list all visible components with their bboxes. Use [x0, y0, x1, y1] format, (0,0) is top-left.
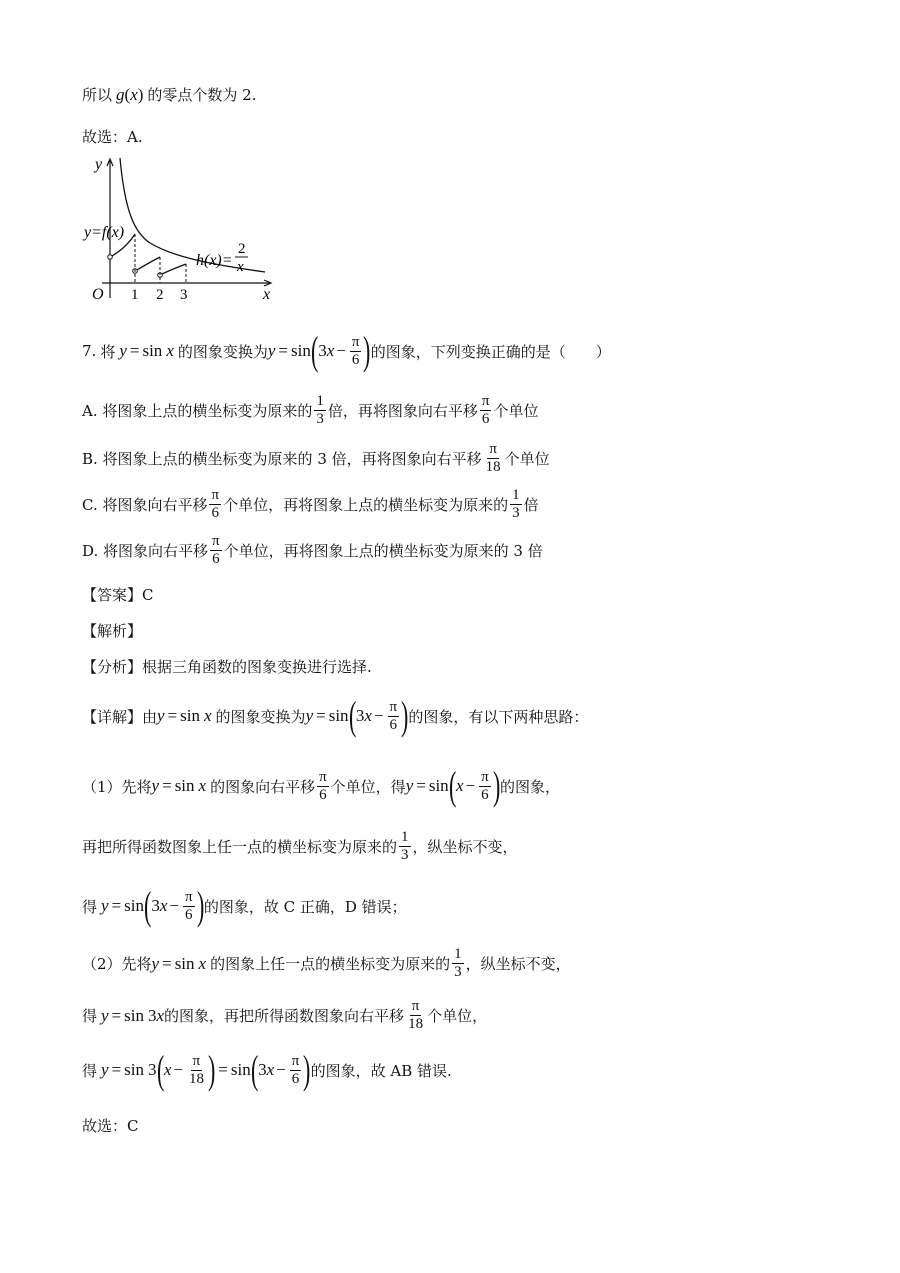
f-piece-3: [160, 264, 186, 275]
text: 故选：A.: [82, 128, 143, 146]
analysis-summary: 【分析】根据三角函数的图象变换进行选择.: [82, 658, 372, 676]
fn-arg: x: [130, 84, 138, 104]
tick-2: 2: [156, 287, 164, 303]
origin-label: O: [92, 286, 104, 303]
step-1-b: 再把所得函数图象上任一点的横坐标变为原来的 $\frac{1}{3}$ ，纵坐标不变，: [82, 829, 518, 863]
f-label: y=f(x): [84, 224, 125, 241]
text: 所以: [82, 86, 113, 104]
text: 的零点个数为 2.: [147, 86, 257, 104]
h-label: h(x)=: [196, 252, 233, 269]
h-num: 2: [238, 241, 246, 257]
f-piece-2: [135, 257, 160, 271]
step-2-c: 得 y = sin 3 ( x − $\frac{\pi}{18}$ ) = sin ( 3 x − $\frac{\pi}{6}$ ) 的图象，故 AB 错误.: [82, 1047, 452, 1092]
x-axis-label: x: [263, 286, 271, 303]
step-2-b: 得 y = sin 3 x 的图象，再把所得函数图象向右平移 $\frac{\pi}{18}$ 个单位，: [82, 998, 488, 1032]
y-axis-label: y: [95, 156, 103, 173]
option-c: C. 将图象向右平移 $\frac{\pi}{6}$ 个单位，再将图象上点的横坐标变为原来的 $\frac{1}{3}$ 倍: [82, 487, 539, 521]
open-dot: [108, 255, 113, 260]
answer: 【答案】C: [82, 586, 154, 604]
question-7: 7. 将 y = sin x 的图象变换为 y = sin ( 3 x − $\frac{\pi}{6}$ ) 的图象，下列变换正确的是（ ）: [82, 328, 611, 373]
h-den: x: [237, 259, 244, 275]
fn-name: g: [116, 84, 125, 104]
step-1-c: 得 y = sin ( 3 x − $\frac{\pi}{6}$ ) 的图象，故 C 正确，D 错误；: [82, 883, 407, 928]
step-1: （1）先将 y = sin x 的图象向右平移 $\frac{\pi}{6}$ 个单位，得 y = sin ( x − $\frac{\pi}{6}$ ) 的图象，: [82, 763, 561, 808]
analysis-heading: 【解析】: [82, 622, 143, 640]
option-b: B. 将图象上点的横坐标变为原来的 3 倍，再将图象向右平移 $\frac{\pi}{18}$ 个单位: [82, 441, 550, 475]
final-choice: 故选：C: [82, 1117, 139, 1135]
tick-3: 3: [180, 287, 188, 303]
detail-intro: 【详解】由 y = sin x 的图象变换为 y = sin ( 3 x − $\frac{\pi}{6}$ ) 的图象，有以下两种思路：: [82, 693, 589, 738]
option-a: A. 将图象上点的横坐标变为原来的 $\frac{1}{3}$ 倍，再将图象向右平移 $\frac{\pi}{6}$ 个单位: [82, 393, 539, 427]
choice-line: [82, 126, 143, 147]
step-2: （2）先将 y = sin x 的图象上任一点的横坐标变为原来的 $\frac{1}{3}$ ，纵坐标不变，: [82, 946, 571, 980]
option-d: D. 将图象向右平移 $\frac{\pi}{6}$ 个单位，再将图象上点的横坐标变为原来的 3 倍: [82, 533, 543, 567]
tick-1: 1: [131, 287, 139, 303]
function-graph: [80, 153, 280, 308]
fraction: $\frac{\pi}{6}$: [351, 333, 360, 368]
conclusion-line: 所以 g ( x ) 的零点个数为 2.: [82, 84, 257, 104]
